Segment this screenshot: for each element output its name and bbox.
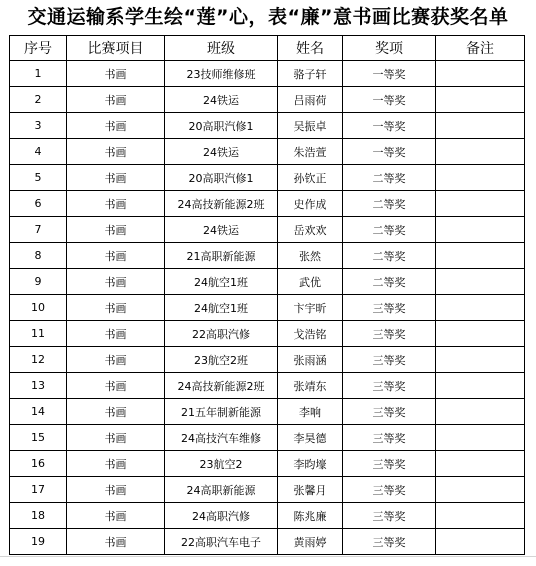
cell-note[interactable] — [436, 61, 525, 87]
cell-event[interactable]: 书画 — [67, 113, 165, 139]
cell-event[interactable]: 书画 — [67, 373, 165, 399]
cell-event[interactable]: 书画 — [67, 399, 165, 425]
cell-award[interactable]: 一等奖 — [343, 139, 436, 165]
cell-note[interactable] — [436, 399, 525, 425]
header-cell-no[interactable]: 序号 — [10, 36, 67, 61]
cell-note[interactable] — [436, 269, 525, 295]
cell-name[interactable]: 李昊德 — [278, 425, 343, 451]
cell-class[interactable]: 24高技汽车维修 — [165, 425, 278, 451]
cell-class[interactable]: 20高职汽修1 — [165, 165, 278, 191]
table-row — [10, 269, 525, 295]
cell-event[interactable]: 书画 — [67, 165, 165, 191]
cell-event[interactable]: 书画 — [67, 217, 165, 243]
cell-name[interactable]: 岳欢欢 — [278, 217, 343, 243]
table-row — [10, 217, 525, 243]
cell-award[interactable]: 二等奖 — [343, 217, 436, 243]
cell-name[interactable]: 朱浩萱 — [278, 139, 343, 165]
table-row — [10, 373, 525, 399]
cell-name[interactable]: 骆子轩 — [278, 61, 343, 87]
table-row — [10, 295, 525, 321]
cell-class[interactable]: 24航空1班 — [165, 269, 278, 295]
cell-event[interactable]: 书画 — [67, 139, 165, 165]
table-row — [10, 347, 525, 373]
table-row — [10, 477, 525, 503]
cell-class[interactable]: 23技师维修班 — [165, 61, 278, 87]
cell-note[interactable] — [436, 477, 525, 503]
cell-class[interactable]: 24铁运 — [165, 217, 278, 243]
cell-class[interactable]: 24高职汽修 — [165, 503, 278, 529]
cell-award[interactable]: 三等奖 — [343, 425, 436, 451]
cell-name[interactable]: 武优 — [278, 269, 343, 295]
cell-class[interactable]: 21高职新能源 — [165, 243, 278, 269]
cell-name[interactable]: 张雨涵 — [278, 347, 343, 373]
cell-award[interactable]: 三等奖 — [343, 529, 436, 555]
cell-no[interactable]: 2 — [10, 87, 67, 113]
cell-class[interactable]: 24铁运 — [165, 139, 278, 165]
cell-class[interactable]: 20高职汽修1 — [165, 113, 278, 139]
header-cell-name[interactable]: 姓名 — [278, 36, 343, 61]
cell-name[interactable]: 史作成 — [278, 191, 343, 217]
cell-name[interactable]: 吴振卓 — [278, 113, 343, 139]
table-row — [10, 87, 525, 113]
cell-award[interactable]: 二等奖 — [343, 191, 436, 217]
cell-class[interactable]: 22高职汽修 — [165, 321, 278, 347]
header-cell-award[interactable]: 奖项 — [343, 36, 436, 61]
cell-name[interactable]: 李昀壕 — [278, 451, 343, 477]
cell-no[interactable]: 18 — [10, 503, 67, 529]
cell-note[interactable] — [436, 503, 525, 529]
cell-award[interactable]: 一等奖 — [343, 113, 436, 139]
cell-name[interactable]: 吕雨荷 — [278, 87, 343, 113]
table-row — [10, 191, 525, 217]
cell-name[interactable]: 黄雨婷 — [278, 529, 343, 555]
cell-event[interactable]: 书画 — [67, 425, 165, 451]
cell-no[interactable]: 5 — [10, 165, 67, 191]
cell-event[interactable]: 书画 — [67, 61, 165, 87]
table-row — [10, 321, 525, 347]
cell-class[interactable]: 24高技新能源2班 — [165, 191, 278, 217]
cell-no[interactable]: 1 — [10, 61, 67, 87]
cell-class[interactable]: 24高技新能源2班 — [165, 373, 278, 399]
cell-note[interactable] — [436, 451, 525, 477]
cell-no[interactable]: 8 — [10, 243, 67, 269]
cell-name[interactable]: 孙钦正 — [278, 165, 343, 191]
cell-award[interactable]: 三等奖 — [343, 503, 436, 529]
cell-class[interactable]: 24高职新能源 — [165, 477, 278, 503]
award-table — [9, 35, 525, 555]
cell-class[interactable]: 22高职汽车电子 — [165, 529, 278, 555]
cell-no[interactable]: 17 — [10, 477, 67, 503]
cell-note[interactable] — [436, 425, 525, 451]
cell-event[interactable]: 书画 — [67, 269, 165, 295]
cell-class[interactable]: 24航空1班 — [165, 295, 278, 321]
cell-award[interactable]: 二等奖 — [343, 165, 436, 191]
cell-name[interactable]: 张靖东 — [278, 373, 343, 399]
cell-award[interactable]: 三等奖 — [343, 321, 436, 347]
cell-class[interactable]: 24铁运 — [165, 87, 278, 113]
table-row — [10, 113, 525, 139]
table-row — [10, 139, 525, 165]
cell-event[interactable]: 书画 — [67, 451, 165, 477]
cell-award[interactable]: 三等奖 — [343, 347, 436, 373]
cell-name[interactable]: 卞宇昕 — [278, 295, 343, 321]
table-row — [10, 451, 525, 477]
cell-award[interactable]: 三等奖 — [343, 295, 436, 321]
cell-event[interactable]: 书画 — [67, 243, 165, 269]
cell-no[interactable]: 12 — [10, 347, 67, 373]
cell-no[interactable]: 6 — [10, 191, 67, 217]
cell-no[interactable]: 16 — [10, 451, 67, 477]
cell-no[interactable]: 7 — [10, 217, 67, 243]
cell-note[interactable] — [436, 191, 525, 217]
header-cell-note[interactable]: 备注 — [436, 36, 525, 61]
header-cell-event[interactable]: 比赛项目 — [67, 36, 165, 61]
table-row — [10, 165, 525, 191]
cell-note[interactable] — [436, 373, 525, 399]
cell-event[interactable]: 书画 — [67, 503, 165, 529]
cell-award[interactable]: 三等奖 — [343, 477, 436, 503]
cell-note[interactable] — [436, 165, 525, 191]
cell-award[interactable]: 一等奖 — [343, 87, 436, 113]
cell-event[interactable]: 书画 — [67, 295, 165, 321]
table-row — [10, 425, 525, 451]
cell-event[interactable]: 书画 — [67, 87, 165, 113]
table-row — [10, 243, 525, 269]
cell-no[interactable]: 15 — [10, 425, 67, 451]
cell-name[interactable]: 张馨月 — [278, 477, 343, 503]
header-row — [10, 36, 525, 61]
cell-no[interactable]: 11 — [10, 321, 67, 347]
cell-no[interactable]: 14 — [10, 399, 67, 425]
cell-event[interactable]: 书画 — [67, 347, 165, 373]
cell-event[interactable]: 书画 — [67, 191, 165, 217]
cell-note[interactable] — [436, 529, 525, 555]
cell-event[interactable]: 书画 — [67, 529, 165, 555]
cell-name[interactable]: 陈兆廉 — [278, 503, 343, 529]
cell-no[interactable]: 19 — [10, 529, 67, 555]
cell-note[interactable] — [436, 87, 525, 113]
cell-note[interactable] — [436, 217, 525, 243]
cell-award[interactable]: 二等奖 — [343, 269, 436, 295]
cell-class[interactable]: 23航空2 — [165, 451, 278, 477]
cell-note[interactable] — [436, 139, 525, 165]
cell-award[interactable]: 三等奖 — [343, 399, 436, 425]
table-row — [10, 399, 525, 425]
sheet-title: 交通运输系学生绘“莲”心，表“廉”意书画比赛获奖名单 — [27, 6, 509, 28]
cell-note[interactable] — [436, 295, 525, 321]
table-row — [10, 61, 525, 87]
cell-class[interactable]: 21五年制新能源 — [165, 399, 278, 425]
cell-note[interactable] — [436, 347, 525, 373]
cell-name[interactable]: 戈浩铭 — [278, 321, 343, 347]
table-row — [10, 503, 525, 529]
cell-note[interactable] — [436, 243, 525, 269]
table-row — [10, 529, 525, 555]
cell-name[interactable]: 李响 — [278, 399, 343, 425]
cell-name[interactable]: 张然 — [278, 243, 343, 269]
cell-no[interactable]: 10 — [10, 295, 67, 321]
cell-note[interactable] — [436, 113, 525, 139]
cell-no[interactable]: 13 — [10, 373, 67, 399]
cell-award[interactable]: 三等奖 — [343, 451, 436, 477]
cell-event[interactable]: 书画 — [67, 477, 165, 503]
table-body — [10, 61, 525, 555]
cell-no[interactable]: 9 — [10, 269, 67, 295]
cell-class[interactable]: 23航空2班 — [165, 347, 278, 373]
header-cell-class[interactable]: 班级 — [165, 36, 278, 61]
cell-award[interactable]: 二等奖 — [343, 243, 436, 269]
cell-award[interactable]: 三等奖 — [343, 373, 436, 399]
cell-event[interactable]: 书画 — [67, 321, 165, 347]
cell-no[interactable]: 4 — [10, 139, 67, 165]
cell-note[interactable] — [436, 321, 525, 347]
cell-award[interactable]: 一等奖 — [343, 61, 436, 87]
cell-no[interactable]: 3 — [10, 113, 67, 139]
